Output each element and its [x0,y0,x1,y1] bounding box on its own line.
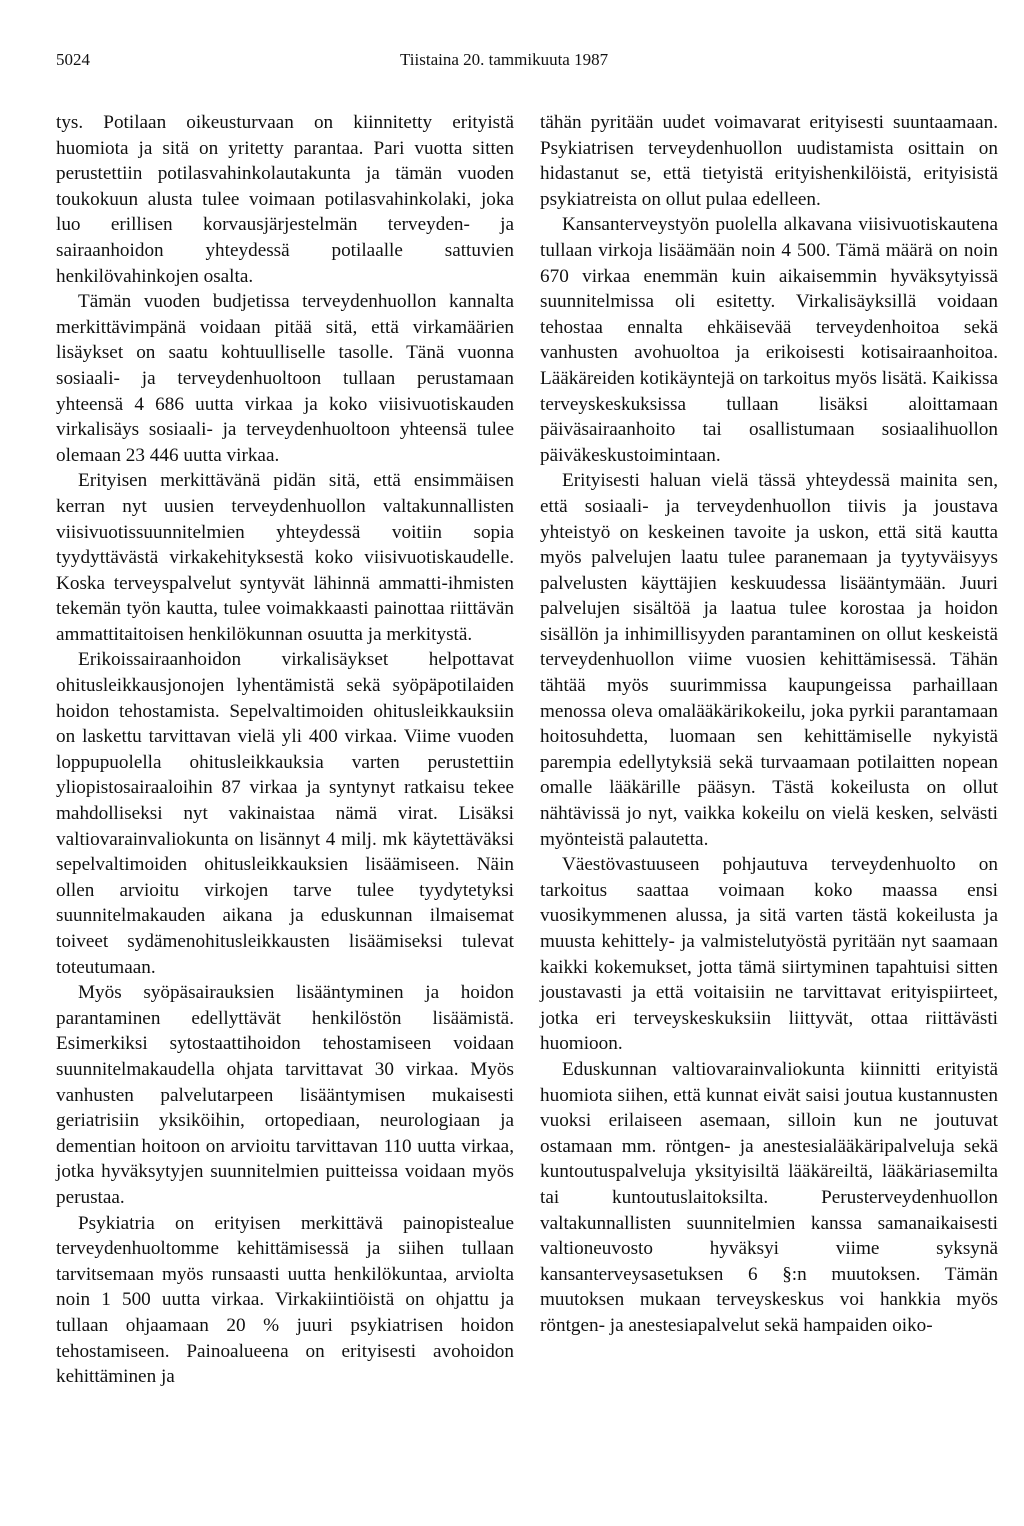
left-column [56,110,514,1390]
page-number: 5024 [56,50,90,69]
page-header [56,46,1006,74]
paragraph: tys. Potilaan oikeusturvaan on kiinnitetty erityistä huomiota ja sitä on yritetty parantaa. Pari vuotta sitten perustettiin potilasvahinkolautakunta ja tämän vuoden toukokuun alusta tulee voimaan potilasvahinkolaki, joka luo erillisen korvausjärjestelmän terveyden- ja sairaanhoidon yhteydessä potilaalle sattuvien henkilövahinkojen osalta. [56,112,514,287]
page-date: Tiistaina 20. tammikuuta 1987 [400,50,609,69]
paragraph: Väestövastuuseen pohjautuva terveydenhuolto on tarkoitus saattaa voimaan koko maassa ensi vuosikymmenen alussa, ja sitä varten tästä kokeilusta ja muusta kehittely- ja valmistelutyöstä pyritään nyt saamaan kaikki kokemukset, jotta tämä siirtyminen tapahtuisi sitten joustavasti ja että voitaisiin ne tarvittavat erityispiirteet, jotka eri terveyskeskuksiin liittyvät, ottaa riittävästi huomioon. [540,854,998,1055]
paragraph: Erityisesti haluan vielä tässä yhteydessä mainita sen, että sosiaali- ja terveydenhuollon tiivis ja joustava yhteistyö on keskeinen tavoite ja uskon, että sitä kautta myös palvelujen laatu tulee paranemaan ja tyytyväisyys palvelusten käyttäjien keskuudessa lisääntymään. Juuri palvelujen sisältöä ja laatua tulee korostaa ja hoidon sisällön ja inhimillisyyden parantaminen on ollut keskeistä terveydenhuollon viime vuosien kehittämisessä. Tähän tähtää myös suurimmissa kaupungeissa parhaillaan menossa oleva omalääkärikokeilu, joka pyrkii parantamaan hoitosuhdetta, luomaan sen kehittämiselle nykyistä parempia edellytyksiä sekä turvaamaan potilaitten nopean omalle lääkärille pääsyn. Tästä kokeilusta on ollut nähtävissä jo nyt, vaikka kokeilu on vielä kesken, selvästi myönteistä palautetta. [540,470,998,850]
paragraph: Erityisen merkittävänä pidän sitä, että ensimmäisen kerran nyt uusien terveydenhuollon valtakunnallisten viisivuotissuunnitelmien yhteydessä voitiin sopia tyydyttävästä virkakehityksestä koko viisivuotiskaudelle. Koska terveyspalvelut syntyvät lähinnä ammatti-ihmisten tekemän työn kautta, tulee voimakkaasti painottaa riittävän ammattitaitoisen henkilökunnan osuutta ja merkitystä. [56,470,514,645]
paragraph: Psykiatria on erityisen merkittävä painopistealue terveydenhuoltomme kehittämisessä ja siihen tullaan tarvitsemaan myös runsaasti uutta henkilökuntaa, arviolta noin 1 500 uutta virkaa. Virkakiintiöistä on ohjattu ja tullaan ohjaamaan 20 % juuri psykiatrisen hoidon tehostamiseen. Painoalueena on erityisesti avohoidon kehittäminen ja [56,1212,514,1388]
paragraph: Kansanterveystyön puolella alkavana viisivuotiskautena tullaan virkoja lisäämään noin 4 500. Tämä määrä on noin 670 virkaa enemmän kuin aikaisemmin hyväksytyissä suunnitelmissa oli esitetty. Virkalisäyksillä voidaan tehostaa ennalta ehkäisevää terveydenhoitoa sekä vanhusten avohuoltoa ja erikoisesti kotisairaanhoitoa. Lääkäreiden kotikäyntejä on tarkoitus myös lisätä. Kaikissa terveyskeskuksissa tullaan lisäksi aloittamaan päiväsairaanhoito tai osallistumaan sosiaalihuollon päiväkeskustoimintaan. [540,214,998,466]
paragraph: Myös syöpäsairauksien lisääntyminen ja hoidon parantaminen edellyttävät henkilöstön lisäämistä. Esimerkiksi sytostaattihoidon tehostamiseen voidaan suunnitelmakaudella ohjata tarvittavat 30 virkaa. Myös vanhusten palvelutarpeen lisääntymisen mukaisesti geriatrisiin yksiköihin, ortopediaan, neurologiaan ja dementian hoitoon on arvioitu tarvittavan 110 uutta virkaa, jotka hyväksytyjen suunnitelmien puitteissa voidaan myös perustaa. [56,982,514,1208]
right-column [540,110,998,1339]
paragraph: Tämän vuoden budjetissa terveydenhuollon kannalta merkittävimpänä voidaan pitää sitä, että virkamäärien lisäykset on saatu kohtuulliselle tasolle. Tänä vuonna sosiaali- ja terveydenhuoltoon tullaan perustamaan yhteensä 4 686 uutta virkaa ja koko viisivuotiskauden virkalisäys sosiaali- ja terveydenhuoltoon yhteensä tulee olemaan 23 446 uutta virkaa. [56,291,514,466]
paragraph: Erikoissairaanhoidon virkalisäykset helpottavat ohitusleikkausjonojen lyhentämistä sekä syöpäpotilaiden hoidon tehostamista. Sepelvaltimoiden ohitusleikkauksiin on laskettu tarvittavan vielä yli 400 virkaa. Viime vuoden loppupuolella ohitusleikkauksia varten perustettiin yliopistosairaaloihin 87 virkaa ja syntynyt ratkaisu tekee mahdolliseksi nyt vakinaistaa nämä virat. Lisäksi valtiovarainvaliokunta on lisännyt 4 milj. mk käytettäväksi sepelvaltimoiden ohitusleikkauksien lisäämiseen. Näin ollen arvioitu virkojen tarve tulee tyydytetyksi suunnitelmakauden aikana ja eduskunnan ilmaisemat toiveet sydämenohitusleikkausten lisäämiseksi tulevat toteutumaan. [56,649,514,978]
paragraph: Eduskunnan valtiovarainvaliokunta kiinnitti erityistä huomiota siihen, että kunnat eivät saisi joutua kustannusten vuoksi erilaiseen asemaan, silloin kun ne joutuvat ostamaan mm. röntgen- ja anestesialääkäripalveluja sekä kuntoutuspalveluja yksityisiltä lääkäreiltä, lääkäriasemilta tai kuntoutuslaitoksilta. Perusterveydenhuollon valtakunnallisten suunnitelmien kanssa samanaikaisesti valtioneuvosto hyväksyi viime syksynä kansanterveysasetuksen 6 §:n muutoksen. Tämän muutoksen mukaan terveyskeskus voi hankkia myös röntgen- ja anestesiapalvelut sekä hampaiden oiko- [540,1058,998,1336]
paragraph: tähän pyritään uudet voimavarat erityisesti suuntaamaan. Psykiatrisen terveydenhuollon uudistamista osittain on hidastanut se, että tietyistä erityishenkilöistä, erityisistä psykiatreista on ollut pulaa edelleen. [540,112,998,210]
